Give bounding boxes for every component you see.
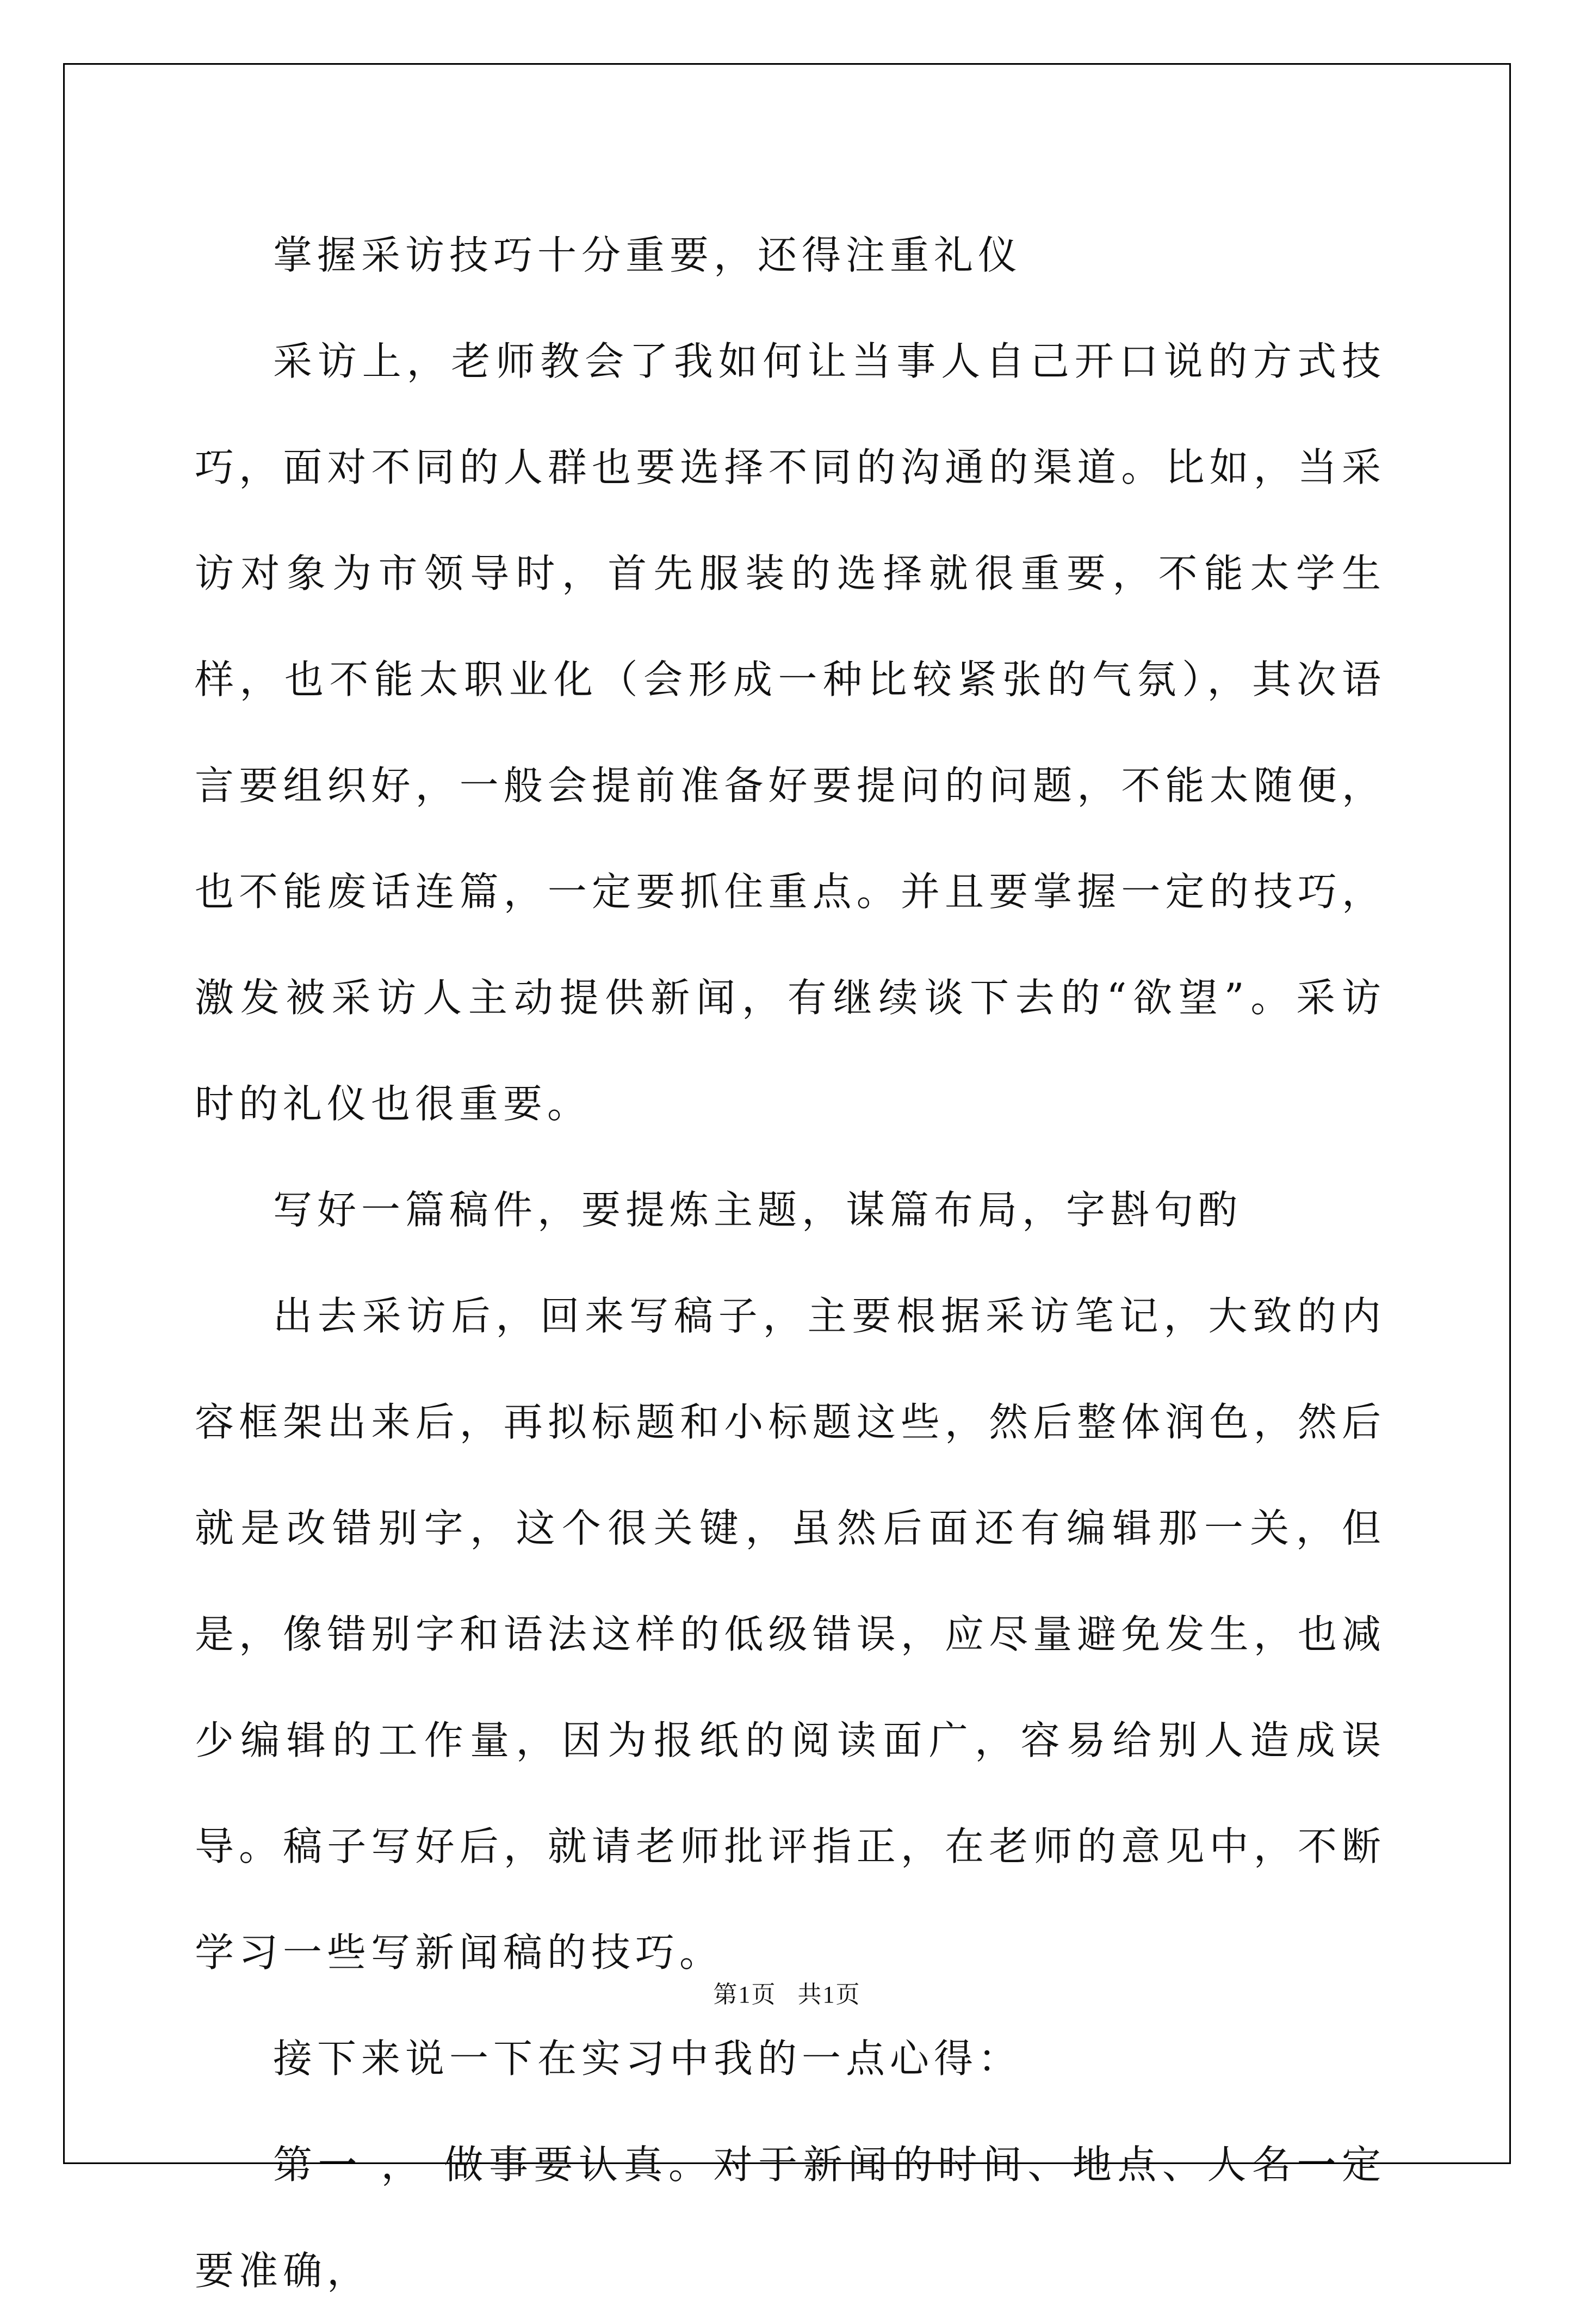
body-paragraph: 接下来说一下在实习中我的一点心得： [273, 2036, 1023, 2081]
body-paragraph: 采访上，老师教会了我如何让当事人自己开口说的方式技巧，面对不同的人群也要选择不同的沟通的渠道。比如，当采访对象为市领导时，首先服装的选择就很重要，不能太学生样，也不能太职业化（会形成一种比较紧张的气氛），其次语言要组织好，一般会提前准备好要提问的问题，不能太随便，也不能废话连篇，一定要抓住重点。并且要掌握一定的技巧，激发被采访人主动提供新闻，有继续谈下去的“欲望”。采访时的礼仪也很重要。 [195, 338, 1386, 1127]
page-number-label: 第1页 共1页 [713, 1981, 861, 2008]
section-heading: 写好一篇稿件，要提炼主题，谋篇布局，字斟句酌 [273, 1187, 1243, 1233]
section-heading: 掌握采访技巧十分重要，还得注重礼仪 [273, 232, 1023, 278]
page-footer [0, 1975, 1574, 2010]
body-paragraph: 出去采访后，回来写稿子，主要根据采访笔记，大致的内容框架出来后，再拟标题和小标题这些，然后整体润色，然后就是改错别字，这个很关键，虽然后面还有编辑那一关，但是，像错别字和语法这样的低级错误，应尽量避免发生，也减少编辑的工作量，因为报纸的阅读面广，容易给别人造成误导。稿子写好后，就请老师批评指正，在老师的意见中，不断学习一些写新闻稿的技巧。 [195, 1293, 1386, 1975]
body-paragraph: 第一 ， 做事要认真。对于新闻的时间、地点、人名一定要准确， [195, 2142, 1386, 2294]
